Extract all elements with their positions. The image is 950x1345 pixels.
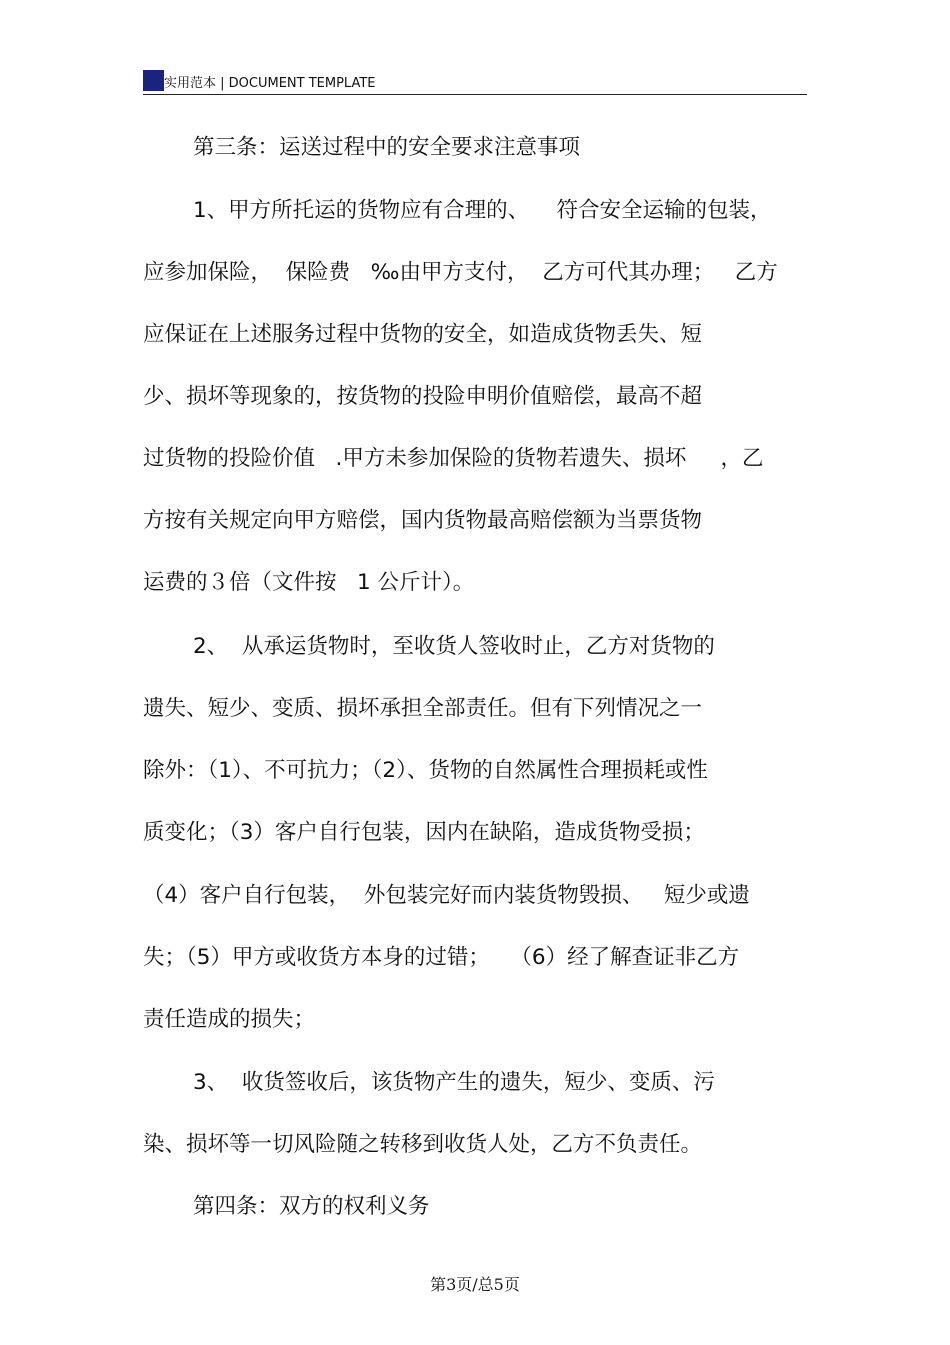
paragraph-line: （4）客户自行包装， 外包装完好而内装货物毁损、 短少或遗	[143, 883, 750, 908]
article-heading-4: 第四条：双方的权利义务	[193, 1194, 430, 1219]
paragraph-line: 失；（5）甲方或收货方本身的过错； （6）经了解查证非乙方	[143, 945, 740, 970]
paragraph-line: 3、 收货签收后，该货物产生的遗失，短少、变质、污	[193, 1070, 715, 1095]
page-header	[143, 68, 807, 95]
paragraph-line: 过货物的投险价值 .甲方未参加保险的货物若遗失、损坏 ，乙	[143, 446, 764, 471]
paragraph-line: 染、损坏等一切风险随之转移到收货人处，乙方不负责任。	[143, 1132, 703, 1157]
paragraph-line: 责任造成的损失；	[143, 1007, 316, 1032]
paragraph-line: 质变化；（3）客户自行包装，因内在缺陷，造成货物受损；	[143, 820, 705, 845]
paragraph-line: 应参加保险， 保险费 ‰由甲方支付， 乙方可代其办理； 乙方	[143, 260, 778, 285]
header-title: 实用范本 | DOCUMENT TEMPLATE	[164, 76, 376, 91]
paragraph-line: 遗失、短少、变质、损坏承担全部责任。但有下列情况之一	[143, 696, 703, 721]
page-number: 第3页/总5页	[430, 1275, 520, 1294]
paragraph-line: 运费的３倍（文件按 1 公斤计）。	[143, 570, 475, 595]
paragraph-line: 除外：（1）、不可抗力；（2）、货物的自然属性合理损耗或性	[143, 758, 708, 783]
article-heading-3: 第三条：运送过程中的安全要求注意事项	[193, 135, 581, 160]
paragraph-line: 少、损坏等现象的，按货物的投险申明价值赔偿，最高不超	[143, 384, 703, 409]
header-logo-square	[143, 70, 164, 91]
paragraph-line: 1、甲方所托运的货物应有合理的、 符合安全运输的包装，	[193, 198, 772, 223]
paragraph-line: 方按有关规定向甲方赔偿，国内货物最高赔偿额为当票货物	[143, 508, 703, 533]
paragraph-line: 2、 从承运货物时，至收货人签收时止，乙方对货物的	[193, 634, 715, 659]
paragraph-line: 应保证在上述服务过程中货物的安全，如造成货物丢失、短	[143, 322, 703, 347]
